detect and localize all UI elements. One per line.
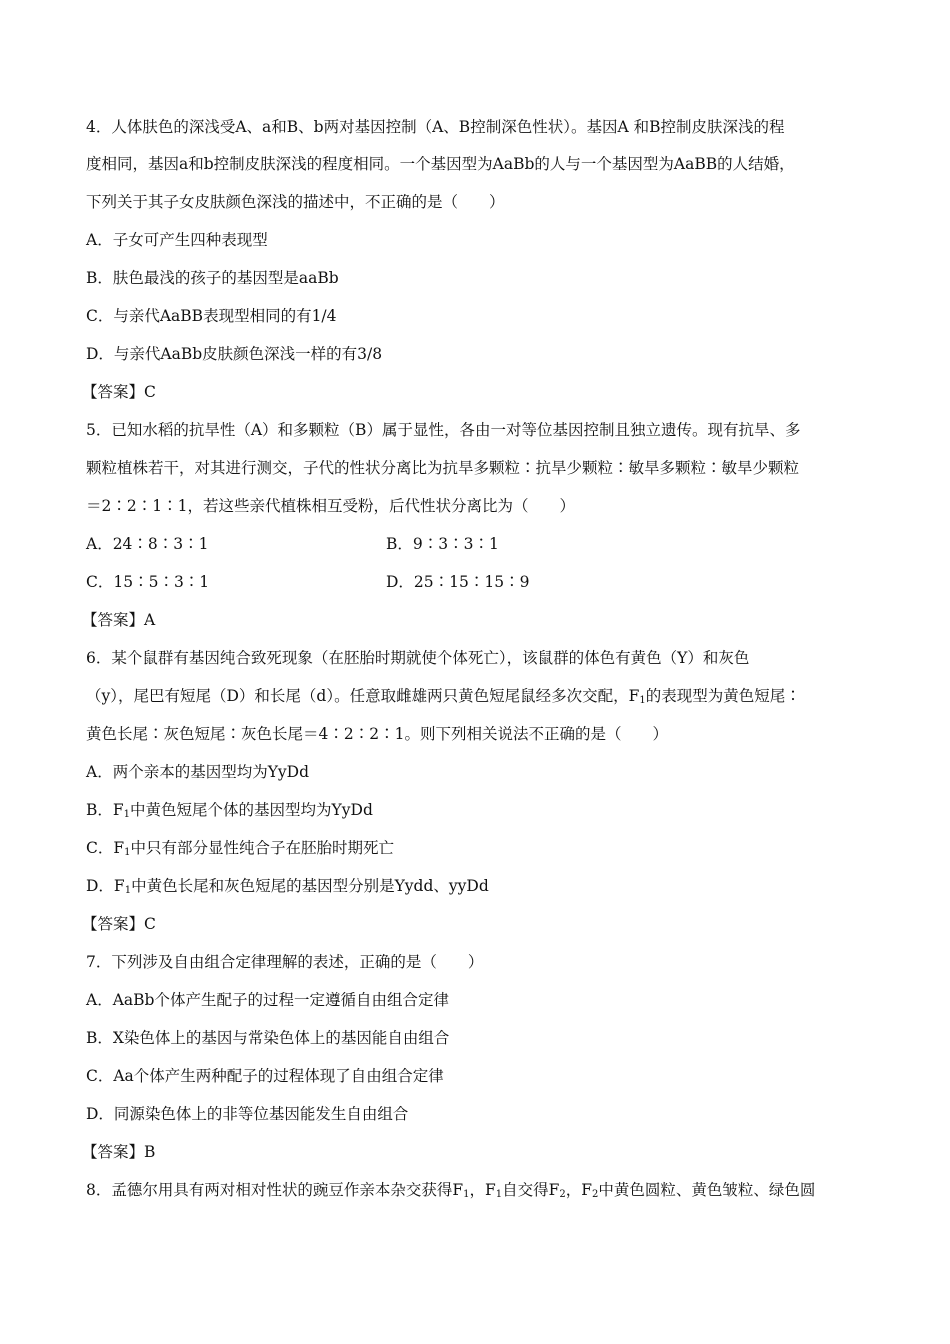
q7-answer: 【答案】B: [82, 1143, 156, 1161]
q6-stem-line-2: [86, 686, 801, 706]
subscript: 1: [463, 1189, 470, 1200]
q6-option-c: [86, 838, 394, 858]
q6-stem-line-1: 6．某个鼠群有基因纯合致死现象（在胚胎时期就使个体死亡），该鼠群的体色有黄色（Y）和灰色: [86, 649, 750, 667]
subscript: 1: [495, 1189, 503, 1200]
q8-stem-line-1: [86, 1180, 815, 1200]
subscript: 1: [124, 885, 132, 896]
q5-option-a: A．24∶8∶3∶1: [86, 535, 209, 553]
q6-option-d-text: 中黄色长尾和灰色短尾的基因型分别是Yydd、yyDd: [131, 877, 489, 895]
q6-option-a: A．两个亲本的基因型均为YyDd: [86, 763, 310, 781]
subscript: 2: [559, 1189, 566, 1200]
q4-option-a: A．子女可产生四种表现型: [86, 231, 268, 249]
subscript: 1: [639, 695, 646, 706]
q6-option-b-text: 中黄色短尾个体的基因型均为YyDd: [130, 801, 373, 819]
q6-stem-line-3: 黄色长尾∶灰色短尾∶灰色长尾＝4∶2∶2∶1。则下列相关说法不正确的是（ ）: [86, 725, 668, 743]
q8-text-b: ，F: [469, 1181, 496, 1199]
q7-option-b: B．X染色体上的基因与常染色体上的基因能自由组合: [86, 1029, 450, 1047]
q7-option-a: A．AaBb个体产生配子的过程一定遵循自由组合定律: [86, 991, 449, 1009]
q6-option-c-prefix: C．F: [86, 839, 125, 857]
q8-text-e: 中黄色圆粒、黄色皱粒、绿色圆: [598, 1181, 816, 1199]
q7-option-c: C．Aa个体产生两种配子的过程体现了自由组合定律: [86, 1067, 444, 1085]
q6-stem-line-2-tail: 的表现型为黄色短尾∶: [645, 687, 801, 705]
q5-stem-line-3: ＝2∶2∶1∶1，若这些亲代植株相互受粉，后代性状分离比为（ ）: [86, 497, 575, 515]
subscript: 2: [592, 1189, 599, 1200]
q6-answer: 【答案】C: [82, 915, 156, 933]
q6-option-d-prefix: D．F: [86, 877, 125, 895]
q6-option-b-prefix: B．F: [86, 801, 124, 819]
q5-option-d: D．25∶15∶15∶9: [386, 573, 530, 591]
q7-option-d: D．同源染色体上的非等位基因能发生自由组合: [86, 1105, 409, 1123]
q5-option-b: B．9∶3∶3∶1: [386, 535, 499, 553]
subscript: 1: [124, 847, 131, 858]
q4-option-d: D．与亲代AaBb皮肤颜色深浅一样的有3/8: [86, 345, 383, 363]
q5-answer: 【答案】A: [82, 611, 156, 629]
q8-text-a: 8．孟德尔用具有两对相对性状的豌豆作亲本杂交获得F: [86, 1181, 464, 1199]
q4-stem-line-3: 下列关于其子女皮肤颜色深浅的描述中，不正确的是（ ）: [86, 193, 505, 211]
subscript: 1: [123, 809, 131, 820]
q4-option-b: B．肤色最浅的孩子的基因型是aaBb: [86, 269, 339, 287]
q8-text-c: 自交得F: [502, 1181, 560, 1199]
q8-text-d: ，F: [565, 1181, 593, 1199]
q4-answer: 【答案】C: [82, 383, 156, 401]
q6-option-d: [86, 876, 489, 896]
q6-option-c-text: 中只有部分显性纯合子在胚胎时期死亡: [130, 839, 395, 857]
q4-stem-line-1: 4．人体肤色的深浅受A、a和B、b两对基因控制（A、B控制深色性状）。基因A 和B控制皮肤深浅的程: [86, 118, 785, 136]
q5-option-c: C．15∶5∶3∶1: [86, 573, 210, 591]
q7-stem-line-1: 7．下列涉及自由组合定律理解的表述，正确的是（ ）: [86, 953, 484, 971]
q6-stem-line-2-text: （y），尾巴有短尾（D）和长尾（d）。任意取雌雄两只黄色短尾鼠经多次交配，F: [86, 687, 640, 705]
q6-option-b: [86, 800, 373, 820]
q4-stem-line-2: 度相同，基因a和b控制皮肤深浅的程度相同。一个基因型为AaBb的人与一个基因型为AaBB的人结婚，: [86, 155, 795, 173]
q5-stem-line-2: 颗粒植株若干，对其进行测交，子代的性状分离比为抗旱多颗粒∶抗旱少颗粒∶敏旱多颗粒∶敏旱少颗粒: [86, 459, 800, 477]
q4-option-c: C．与亲代AaBB表现型相同的有1/4: [86, 307, 337, 325]
q5-stem-line-1: 5．已知水稻的抗旱性（A）和多颗粒（B）属于显性，各由一对等位基因控制且独立遗传。现有抗旱、多: [86, 421, 801, 439]
